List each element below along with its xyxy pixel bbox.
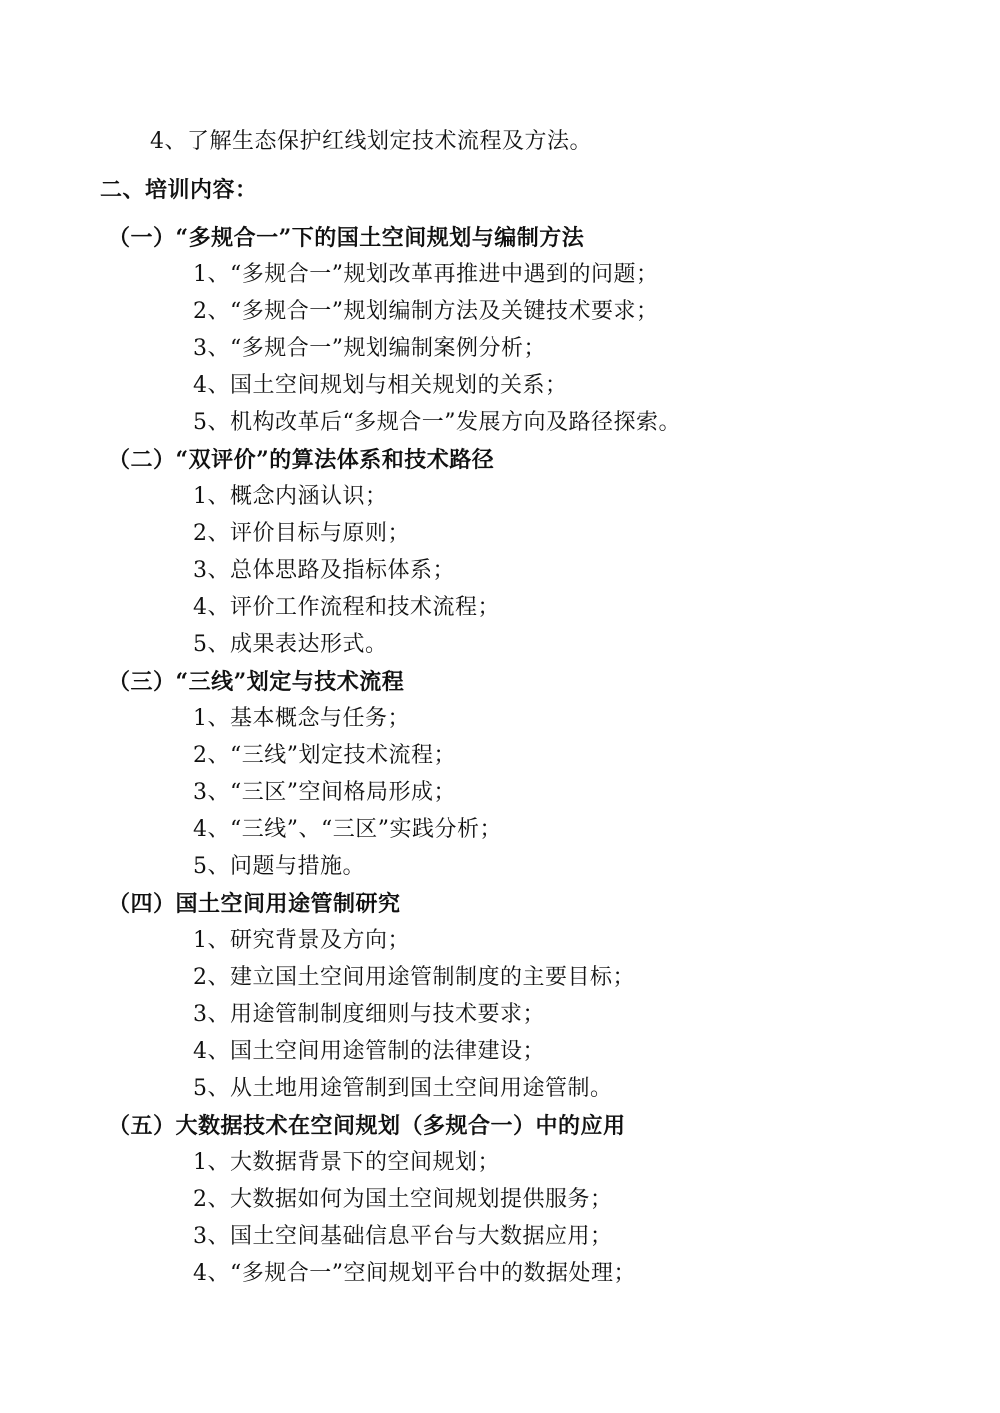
module-3-item-4: 4、“三线”、“三区”实践分析； bbox=[193, 817, 502, 842]
module-4-title: （四）国土空间用途管制研究 bbox=[108, 891, 401, 917]
module-5-item-1: 1、大数据背景下的空间规划； bbox=[193, 1150, 500, 1175]
module-4-item-2: 2、建立国土空间用途管制制度的主要目标； bbox=[193, 965, 635, 990]
module-3-title: （三）“三线”划定与技术流程 bbox=[108, 669, 405, 695]
module-3-item-2: 2、“三线”划定技术流程； bbox=[193, 743, 456, 768]
module-3-item-5: 5、问题与措施。 bbox=[193, 854, 365, 879]
module-4-item-5: 5、从土地用途管制到国土空间用途管制。 bbox=[193, 1076, 613, 1101]
module-1-item-4: 4、国土空间规划与相关规划的关系； bbox=[193, 373, 568, 398]
module-4-item-4: 4、国土空间用途管制的法律建设； bbox=[193, 1039, 545, 1064]
module-5-item-4: 4、“多规合一”空间规划平台中的数据处理； bbox=[193, 1261, 636, 1286]
section-heading: 二、培训内容： bbox=[100, 177, 258, 203]
module-3-item-1: 1、基本概念与任务； bbox=[193, 706, 410, 731]
module-1-item-5: 5、机构改革后“多规合一”发展方向及路径探索。 bbox=[193, 410, 681, 435]
objective-item-4: 4、了解生态保护红线划定技术流程及方法。 bbox=[150, 129, 592, 154]
module-2-item-4: 4、评价工作流程和技术流程； bbox=[193, 595, 500, 620]
module-1-item-2: 2、“多规合一”规划编制方法及关键技术要求； bbox=[193, 299, 659, 324]
module-2-item-5: 5、成果表达形式。 bbox=[193, 632, 388, 657]
module-5-item-2: 2、大数据如何为国土空间规划提供服务； bbox=[193, 1187, 613, 1212]
module-2-item-2: 2、评价目标与原则； bbox=[193, 521, 410, 546]
module-2-item-3: 3、总体思路及指标体系； bbox=[193, 558, 455, 583]
module-1-item-1: 1、“多规合一”规划改革再推进中遇到的问题； bbox=[193, 262, 659, 287]
module-1-title: （一）“多规合一”下的国土空间规划与编制方法 bbox=[108, 225, 585, 251]
module-4-item-3: 3、用途管制制度细则与技术要求； bbox=[193, 1002, 545, 1027]
module-4-item-1: 1、研究背景及方向； bbox=[193, 928, 410, 953]
module-3-item-3: 3、“三区”空间格局形成； bbox=[193, 780, 456, 805]
module-5-title: （五）大数据技术在空间规划（多规合一）中的应用 bbox=[108, 1113, 626, 1139]
module-5-item-3: 3、国土空间基础信息平台与大数据应用； bbox=[193, 1224, 613, 1249]
module-1-item-3: 3、“多规合一”规划编制案例分析； bbox=[193, 336, 546, 361]
module-2-item-1: 1、概念内涵认识； bbox=[193, 484, 388, 509]
module-2-title: （二）“双评价”的算法体系和技术路径 bbox=[108, 447, 495, 473]
